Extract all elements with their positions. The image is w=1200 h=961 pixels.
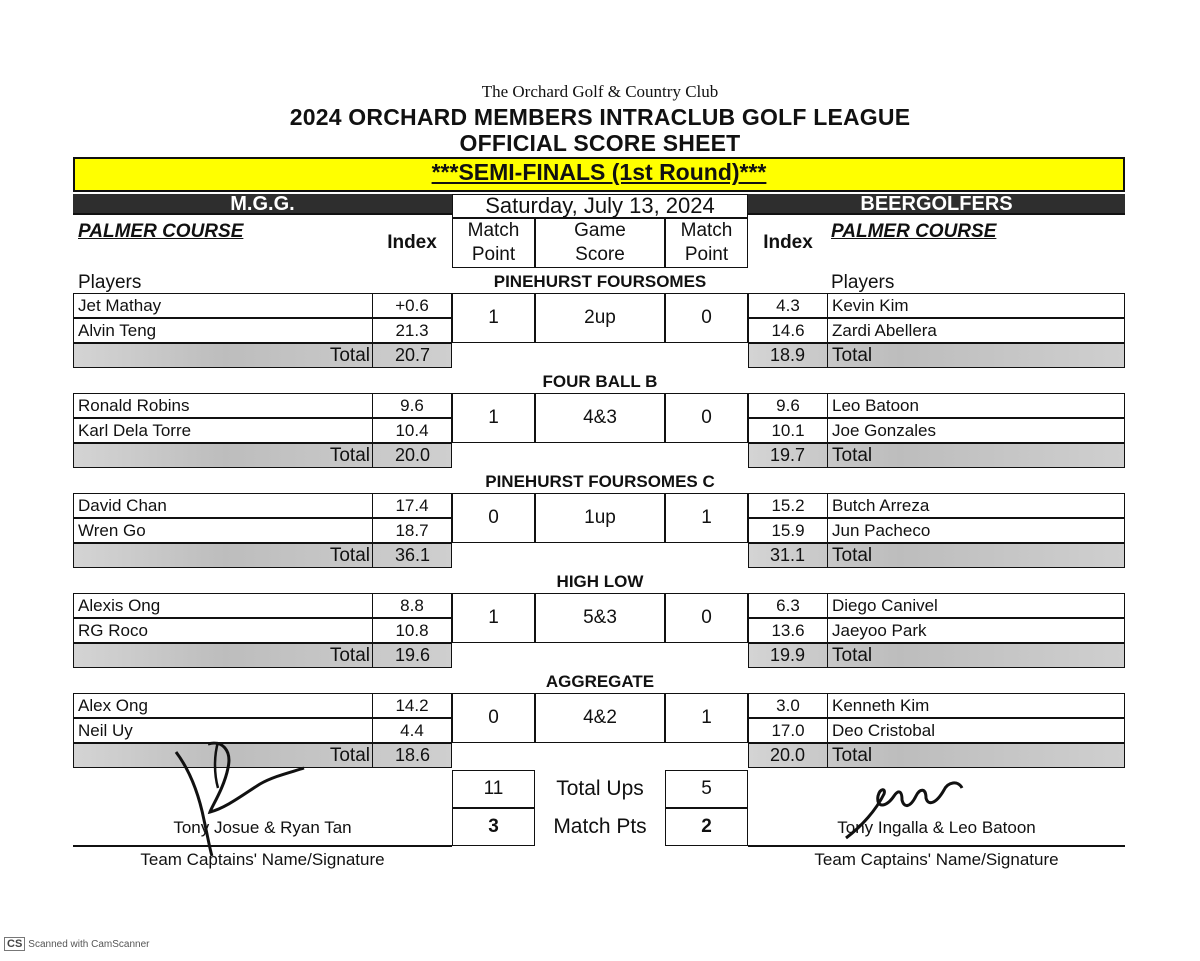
left-player-name: Karl Dela Torre — [73, 418, 373, 443]
right-player-index: 13.6 — [748, 618, 828, 643]
right-player-index: 15.9 — [748, 518, 828, 543]
left-course: PALMER COURSE — [78, 221, 244, 242]
right-player-name: Jaeyoo Park — [827, 618, 1125, 643]
right-player-name: Kevin Kim — [827, 293, 1125, 318]
left-player-index: 14.2 — [372, 693, 452, 718]
match-format: PINEHURST FOURSOMES — [493, 272, 707, 291]
right-team-bar — [748, 194, 1125, 215]
game-score: 4&3 — [535, 393, 665, 443]
left-player-index: 18.7 — [372, 518, 452, 543]
right-player-index: 10.1 — [748, 418, 828, 443]
league-title: 2024 ORCHARD MEMBERS INTRACLUB GOLF LEAGUE — [289, 104, 911, 130]
right-player-index: 15.2 — [748, 493, 828, 518]
match-format: PINEHURST FOURSOMES C — [485, 472, 715, 491]
left-team-name: M.G.G. — [230, 193, 295, 215]
left-player-index: 17.4 — [372, 493, 452, 518]
left-total-label: Total — [329, 345, 370, 366]
right-total-label: Total — [832, 545, 873, 566]
right-total-value: 19.9 — [748, 644, 828, 667]
right-match-point: 1 — [665, 693, 748, 743]
left-total-value: 36.1 — [372, 544, 452, 567]
left-player-index: +0.6 — [372, 293, 452, 318]
right-match-point: 0 — [665, 293, 748, 343]
right-captains-label: Team Captains' Name/Signature — [814, 850, 1059, 869]
match-format: AGGREGATE — [545, 672, 655, 691]
right-total-label: Total — [832, 745, 873, 766]
match-pts-label: Match Pts — [553, 815, 647, 838]
left-match-point: 1 — [452, 293, 535, 343]
right-player-index: 17.0 — [748, 718, 828, 743]
right-match-pts: 2 — [665, 808, 748, 846]
right-match-point: 1 — [665, 493, 748, 543]
right-match-point-header: Match Point — [665, 218, 748, 268]
left-player-index: 9.6 — [372, 393, 452, 418]
game-score: 4&2 — [535, 693, 665, 743]
left-player-name: Ronald Robins — [73, 393, 373, 418]
left-match-point: 1 — [452, 593, 535, 643]
right-total-ups: 5 — [665, 770, 748, 808]
match-format: FOUR BALL B — [542, 372, 658, 391]
left-total-value: 18.6 — [372, 744, 452, 767]
left-index-header: Index — [387, 232, 437, 253]
game-score: 5&3 — [535, 593, 665, 643]
left-match-point: 1 — [452, 393, 535, 443]
left-match-pts: 3 — [452, 808, 535, 846]
left-player-name: Alvin Teng — [73, 318, 373, 343]
left-team-bar — [73, 194, 452, 215]
left-player-index: 10.4 — [372, 418, 452, 443]
left-player-index: 4.4 — [372, 718, 452, 743]
right-total-label: Total — [832, 645, 873, 666]
right-player-name: Diego Canivel — [827, 593, 1125, 618]
left-player-name: Neil Uy — [73, 718, 373, 743]
left-total-ups: 11 — [452, 770, 535, 808]
left-total-label: Total — [329, 445, 370, 466]
left-player-name: Alex Ong — [73, 693, 373, 718]
right-total-value: 31.1 — [748, 544, 828, 567]
right-total-label: Total — [832, 345, 873, 366]
right-signature-line — [748, 845, 1125, 847]
left-player-index: 21.3 — [372, 318, 452, 343]
left-captains-name: Tony Josue & Ryan Tan — [173, 818, 352, 837]
left-total-label: Total — [329, 545, 370, 566]
right-player-index: 3.0 — [748, 693, 828, 718]
right-player-name: Kenneth Kim — [827, 693, 1125, 718]
right-player-name: Joe Gonzales — [827, 418, 1125, 443]
right-captains-name: Tony Ingalla & Leo Batoon — [837, 818, 1036, 837]
right-match-point: 0 — [665, 593, 748, 643]
right-player-index: 14.6 — [748, 318, 828, 343]
left-captains-label: Team Captains' Name/Signature — [140, 850, 385, 869]
right-player-name: Leo Batoon — [827, 393, 1125, 418]
left-player-name: David Chan — [73, 493, 373, 518]
right-player-index: 4.3 — [748, 293, 828, 318]
left-total-value: 19.6 — [372, 644, 452, 667]
left-signature — [170, 738, 310, 858]
match-date: Saturday, July 13, 2024 — [452, 194, 748, 218]
left-total-value: 20.0 — [372, 444, 452, 467]
right-signature — [840, 774, 980, 844]
left-total-label: Total — [329, 645, 370, 666]
left-players-header: Players — [78, 272, 142, 293]
total-ups-label: Total Ups — [556, 777, 644, 800]
left-player-index: 10.8 — [372, 618, 452, 643]
right-total-value: 19.7 — [748, 444, 828, 467]
right-team-name: BEERGOLFERS — [860, 193, 1013, 215]
left-player-index: 8.8 — [372, 593, 452, 618]
left-player-name: Jet Mathay — [73, 293, 373, 318]
game-score-header: Game Score — [535, 218, 665, 268]
left-player-name: RG Roco — [73, 618, 373, 643]
right-player-name: Jun Pacheco — [827, 518, 1125, 543]
left-match-point: 0 — [452, 693, 535, 743]
right-player-name: Zardi Abellera — [827, 318, 1125, 343]
right-players-header: Players — [831, 272, 895, 293]
right-total-value: 20.0 — [748, 744, 828, 767]
scanner-watermark: CS Scanned with CamScanner — [4, 938, 149, 950]
right-player-name: Deo Cristobal — [827, 718, 1125, 743]
club-name: The Orchard Golf & Country Club — [481, 82, 719, 101]
game-score: 2up — [535, 293, 665, 343]
right-total-value: 18.9 — [748, 344, 828, 367]
left-match-point: 0 — [452, 493, 535, 543]
right-match-point: 0 — [665, 393, 748, 443]
game-score: 1up — [535, 493, 665, 543]
right-total-label: Total — [832, 445, 873, 466]
round-title: ***SEMI-FINALS (1st Round)*** — [431, 159, 767, 185]
right-index-header: Index — [763, 232, 813, 253]
left-total-label: Total — [329, 745, 370, 766]
sheet-title: OFFICIAL SCORE SHEET — [459, 130, 741, 156]
right-player-index: 9.6 — [748, 393, 828, 418]
left-match-point-header: Match Point — [452, 218, 535, 268]
match-format: HIGH LOW — [556, 572, 644, 591]
left-player-name: Wren Go — [73, 518, 373, 543]
left-player-name: Alexis Ong — [73, 593, 373, 618]
left-total-value: 20.7 — [372, 344, 452, 367]
right-player-index: 6.3 — [748, 593, 828, 618]
right-course: PALMER COURSE — [831, 221, 997, 242]
right-player-name: Butch Arreza — [827, 493, 1125, 518]
